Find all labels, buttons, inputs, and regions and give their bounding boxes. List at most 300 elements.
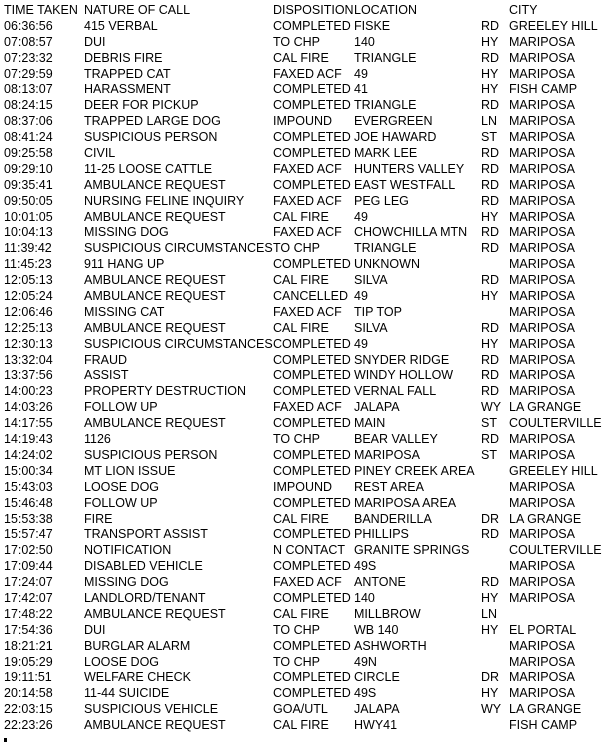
time-cell: 08:13:07 [4, 82, 53, 97]
table-row [4, 718, 610, 734]
disposition-cell: FAXED ACF [273, 193, 342, 208]
disposition-cell: COMPLETED [273, 495, 351, 510]
table-row [4, 289, 610, 305]
time-cell: 09:25:58 [4, 146, 53, 161]
nature-cell: DUI [84, 622, 106, 637]
street-suffix-cell: HY [481, 289, 499, 304]
nature-cell: DUI [84, 34, 106, 49]
table-row [4, 194, 610, 210]
disposition-cell: COMPLETED [273, 98, 351, 113]
table-row [4, 448, 610, 464]
nature-cell: SUSPICIOUS CIRCUMSTANCES [84, 336, 273, 351]
table-row [4, 82, 610, 98]
disposition-cell: COMPLETED [273, 559, 351, 574]
disposition-cell: COMPLETED [273, 463, 351, 478]
city-cell: MARIPOSA [509, 114, 575, 129]
nature-cell: LOOSE DOG [84, 479, 160, 494]
time-cell: 17:09:44 [4, 559, 53, 574]
nature-cell: 911 HANG UP [84, 257, 165, 272]
street-suffix-cell: HY [481, 66, 499, 81]
street-suffix-cell: HY [481, 82, 499, 97]
table-row [4, 527, 610, 543]
time-cell: 13:37:56 [4, 368, 53, 383]
table-row [4, 623, 610, 639]
disposition-cell: COMPLETED [273, 368, 351, 383]
disposition-cell: GOA/UTL [273, 702, 328, 717]
location-cell: BANDERILLA [354, 511, 432, 526]
location-cell: 49 [354, 66, 368, 81]
city-cell: MARIPOSA [509, 161, 575, 176]
table-row [4, 512, 610, 528]
disposition-cell: FAXED ACF [273, 304, 342, 319]
location-cell: JALAPA [354, 702, 400, 717]
location-cell: CIRCLE [354, 670, 400, 685]
nature-cell: 1126 [84, 432, 111, 447]
header-time-taken: TIME TAKEN [4, 3, 78, 17]
location-cell: PHILLIPS [354, 527, 409, 542]
nature-cell: MT LION ISSUE [84, 463, 176, 478]
city-cell: MARIPOSA [509, 670, 575, 685]
disposition-cell: COMPLETED [273, 384, 351, 399]
disposition-cell: COMPLETED [273, 257, 351, 272]
city-cell: MARIPOSA [509, 432, 575, 447]
street-suffix-cell: DR [481, 670, 500, 685]
table-row [4, 496, 610, 512]
city-cell: MARIPOSA [509, 273, 575, 288]
nature-cell: TRAPPED CAT [84, 66, 171, 81]
street-suffix-cell: HY [481, 590, 499, 605]
table-row [4, 559, 610, 575]
table-row [4, 591, 610, 607]
city-cell: GREELEY HILL [509, 463, 598, 478]
disposition-cell: COMPLETED [273, 527, 351, 542]
city-cell: MARIPOSA [509, 495, 575, 510]
time-cell: 22:03:15 [4, 702, 53, 717]
time-cell: 10:04:13 [4, 225, 53, 240]
table-row [4, 98, 610, 114]
call-log-rows [4, 19, 610, 734]
time-cell: 08:41:24 [4, 130, 53, 145]
location-cell: WB 140 [354, 622, 399, 637]
location-cell: BEAR VALLEY [354, 432, 438, 447]
time-cell: 17:02:50 [4, 543, 53, 558]
table-row [4, 575, 610, 591]
city-cell: EL PORTAL [509, 622, 577, 637]
disposition-cell: CAL FIRE [273, 511, 329, 526]
time-cell: 12:25:13 [4, 320, 53, 335]
street-suffix-cell: ST [481, 416, 497, 431]
city-cell: MARIPOSA [509, 320, 575, 335]
time-cell: 07:23:32 [4, 50, 53, 65]
location-cell: EVERGREEN [354, 114, 433, 129]
street-suffix-cell: RD [481, 98, 500, 113]
nature-cell: TRAPPED LARGE DOG [84, 114, 221, 129]
time-cell: 15:43:03 [4, 479, 53, 494]
nature-cell: SUSPICIOUS PERSON [84, 130, 218, 145]
table-row [4, 321, 610, 337]
location-cell: GRANITE SPRINGS [354, 543, 470, 558]
table-row [4, 384, 610, 400]
city-cell: LA GRANGE [509, 702, 582, 717]
city-cell: MARIPOSA [509, 146, 575, 161]
location-cell: MARIPOSA AREA [354, 495, 457, 510]
table-row [4, 35, 610, 51]
table-row [4, 67, 610, 83]
city-cell: MARIPOSA [509, 177, 575, 192]
nature-cell: AMBULANCE REQUEST [84, 209, 226, 224]
disposition-cell: COMPLETED [273, 82, 351, 97]
nature-cell: FOLLOW UP [84, 495, 158, 510]
disposition-cell: COMPLETED [273, 638, 351, 653]
disposition-cell: TO CHP [273, 622, 320, 637]
street-suffix-cell: RD [481, 177, 500, 192]
city-cell: MARIPOSA [509, 193, 575, 208]
nature-cell: AMBULANCE REQUEST [84, 416, 226, 431]
nature-cell: PROPERTY DESTRUCTION [84, 384, 247, 399]
city-cell: GREELEY HILL [509, 18, 598, 33]
table-row [4, 114, 610, 130]
nature-cell: DISABLED VEHICLE [84, 559, 203, 574]
disposition-cell: COMPLETED [273, 590, 351, 605]
disposition-cell: TO CHP [273, 34, 320, 49]
time-cell: 12:06:46 [4, 304, 53, 319]
time-cell: 08:37:06 [4, 114, 53, 129]
location-cell: TRIANGLE [354, 241, 417, 256]
location-cell: PINEY CREEK AREA [354, 463, 475, 478]
street-suffix-cell: LN [481, 114, 497, 129]
location-cell: FISKE [354, 18, 391, 33]
table-row [4, 353, 610, 369]
city-cell: MARIPOSA [509, 130, 575, 145]
street-suffix-cell: RD [481, 241, 500, 256]
street-suffix-cell: LN [481, 606, 497, 621]
disposition-cell: COMPLETED [273, 670, 351, 685]
disposition-cell: IMPOUND [273, 114, 333, 129]
disposition-cell: N CONTACT [273, 543, 345, 558]
street-suffix-cell: RD [481, 50, 500, 65]
nature-cell: DEER FOR PICKUP [84, 98, 199, 113]
location-cell: MILLBROW [354, 606, 421, 621]
time-cell: 08:24:15 [4, 98, 53, 113]
city-cell: MARIPOSA [509, 638, 575, 653]
header-nature-of-call: NATURE OF CALL [84, 3, 191, 17]
nature-cell: AMBULANCE REQUEST [84, 177, 226, 192]
nature-cell: LOOSE DOG [84, 654, 160, 669]
city-cell: LA GRANGE [509, 400, 582, 415]
nature-cell: AMBULANCE REQUEST [84, 606, 226, 621]
time-cell: 12:05:24 [4, 289, 53, 304]
table-row [4, 400, 610, 416]
city-cell: MARIPOSA [509, 686, 575, 701]
disposition-cell: TO CHP [273, 241, 320, 256]
time-cell: 15:46:48 [4, 495, 53, 510]
location-cell: CHOWCHILLA MTN [354, 225, 468, 240]
header-disposition: DISPOSITION [273, 3, 354, 17]
time-cell: 15:57:47 [4, 527, 53, 542]
disposition-cell: TO CHP [273, 432, 320, 447]
nature-cell: FIRE [84, 511, 113, 526]
location-cell: SILVA [354, 273, 388, 288]
time-cell: 22:23:26 [4, 718, 53, 733]
location-cell: 49 [354, 289, 368, 304]
table-row [4, 480, 610, 496]
location-cell: 140 [354, 590, 375, 605]
table-row [4, 162, 610, 178]
nature-cell: NURSING FELINE INQUIRY [84, 193, 245, 208]
nature-cell: AMBULANCE REQUEST [84, 273, 226, 288]
location-cell: 49S [354, 686, 377, 701]
table-row [4, 543, 610, 559]
city-cell: MARIPOSA [509, 34, 575, 49]
page-edge-mark [4, 738, 7, 742]
time-cell: 15:53:38 [4, 511, 53, 526]
location-cell: 49 [354, 209, 368, 224]
header-location: LOCATION [354, 3, 417, 17]
disposition-cell: COMPLETED [273, 686, 351, 701]
street-suffix-cell: ST [481, 447, 497, 462]
city-cell: MARIPOSA [509, 225, 575, 240]
header-row [4, 3, 610, 19]
location-cell: PEG LEG [354, 193, 409, 208]
disposition-cell: COMPLETED [273, 447, 351, 462]
location-cell: 41 [354, 82, 368, 97]
nature-cell: AMBULANCE REQUEST [84, 320, 226, 335]
table-row [4, 225, 610, 241]
time-cell: 17:42:07 [4, 590, 53, 605]
location-cell: SNYDER RIDGE [354, 352, 450, 367]
table-row [4, 305, 610, 321]
disposition-cell: TO CHP [273, 654, 320, 669]
city-cell: MARIPOSA [509, 479, 575, 494]
street-suffix-cell: RD [481, 193, 500, 208]
city-cell: FISH CAMP [509, 82, 578, 97]
nature-cell: WELFARE CHECK [84, 670, 191, 685]
location-cell: HUNTERS VALLEY [354, 161, 465, 176]
location-cell: TRIANGLE [354, 50, 417, 65]
table-row [4, 257, 610, 273]
table-row [4, 670, 610, 686]
time-cell: 12:05:13 [4, 273, 53, 288]
time-cell: 11:39:42 [4, 241, 52, 256]
nature-cell: 11-25 LOOSE CATTLE [84, 161, 213, 176]
location-cell: SILVA [354, 320, 388, 335]
nature-cell: NOTIFICATION [84, 543, 172, 558]
disposition-cell: COMPLETED [273, 416, 351, 431]
time-cell: 14:00:23 [4, 384, 53, 399]
city-cell: FISH CAMP [509, 718, 578, 733]
nature-cell: TRANSPORT ASSIST [84, 527, 208, 542]
location-cell: HWY41 [354, 718, 398, 733]
location-cell: WINDY HOLLOW [354, 368, 454, 383]
time-cell: 13:32:04 [4, 352, 53, 367]
street-suffix-cell: DR [481, 511, 500, 526]
table-row [4, 432, 610, 448]
disposition-cell: CAL FIRE [273, 718, 329, 733]
location-cell: TIP TOP [354, 304, 402, 319]
nature-cell: MISSING CAT [84, 304, 165, 319]
city-cell: COULTERVILLE [509, 543, 602, 558]
time-cell: 17:48:22 [4, 606, 53, 621]
time-cell: 14:17:55 [4, 416, 53, 431]
nature-cell: HARASSMENT [84, 82, 171, 97]
time-cell: 10:01:05 [4, 209, 53, 224]
location-cell: TRIANGLE [354, 98, 417, 113]
time-cell: 17:24:07 [4, 575, 53, 590]
street-suffix-cell: WY [481, 400, 502, 415]
street-suffix-cell: ST [481, 130, 497, 145]
disposition-cell: COMPLETED [273, 130, 351, 145]
time-cell: 18:21:21 [4, 638, 53, 653]
nature-cell: DEBRIS FIRE [84, 50, 163, 65]
disposition-cell: FAXED ACF [273, 66, 342, 81]
street-suffix-cell: HY [481, 336, 499, 351]
time-cell: 14:24:02 [4, 447, 53, 462]
time-cell: 20:14:58 [4, 686, 53, 701]
city-cell: MARIPOSA [509, 590, 575, 605]
street-suffix-cell: HY [481, 34, 499, 49]
location-cell: REST AREA [354, 479, 424, 494]
location-cell: 49N [354, 654, 377, 669]
street-suffix-cell: RD [481, 527, 500, 542]
disposition-cell: CAL FIRE [273, 50, 329, 65]
table-row [4, 337, 610, 353]
disposition-cell: FAXED ACF [273, 161, 342, 176]
table-row [4, 702, 610, 718]
location-cell: VERNAL FALL [354, 384, 437, 399]
time-cell: 09:29:10 [4, 161, 53, 176]
disposition-cell: CAL FIRE [273, 606, 329, 621]
nature-cell: AMBULANCE REQUEST [84, 718, 226, 733]
street-suffix-cell: RD [481, 161, 500, 176]
city-cell: MARIPOSA [509, 98, 575, 113]
time-cell: 07:29:59 [4, 66, 53, 81]
table-row [4, 639, 610, 655]
street-suffix-cell: RD [481, 18, 500, 33]
nature-cell: SUSPICIOUS PERSON [84, 447, 218, 462]
street-suffix-cell: RD [481, 225, 500, 240]
location-cell: MAIN [354, 416, 386, 431]
nature-cell: MISSING DOG [84, 575, 169, 590]
nature-cell: FOLLOW UP [84, 400, 158, 415]
city-cell: MARIPOSA [509, 50, 575, 65]
street-suffix-cell: RD [481, 432, 500, 447]
nature-cell: CIVIL [84, 146, 116, 161]
nature-cell: SUSPICIOUS CIRCUMSTANCES [84, 241, 273, 256]
table-row [4, 607, 610, 623]
nature-cell: 415 VERBAL [84, 18, 158, 33]
time-cell: 06:36:56 [4, 18, 53, 33]
location-cell: MARK LEE [354, 146, 418, 161]
street-suffix-cell: HY [481, 622, 499, 637]
time-cell: 09:35:41 [4, 177, 53, 192]
disposition-cell: FAXED ACF [273, 400, 342, 415]
nature-cell: BURGLAR ALARM [84, 638, 191, 653]
location-cell: MARIPOSA [354, 447, 420, 462]
time-cell: 09:50:05 [4, 193, 53, 208]
time-cell: 11:45:23 [4, 257, 52, 272]
table-row [4, 464, 610, 480]
table-row [4, 51, 610, 67]
location-cell: 49 [354, 336, 368, 351]
city-cell: MARIPOSA [509, 575, 575, 590]
location-cell: ASHWORTH [354, 638, 427, 653]
street-suffix-cell: RD [481, 352, 500, 367]
disposition-cell: COMPLETED [273, 177, 351, 192]
city-cell: MARIPOSA [509, 241, 575, 256]
street-suffix-cell: HY [481, 209, 499, 224]
disposition-cell: CANCELLED [273, 289, 349, 304]
city-cell: MARIPOSA [509, 447, 575, 462]
table-row [4, 130, 610, 146]
city-cell: MARIPOSA [509, 336, 575, 351]
table-row [4, 146, 610, 162]
nature-cell: AMBULANCE REQUEST [84, 289, 226, 304]
street-suffix-cell: HY [481, 686, 499, 701]
street-suffix-cell: RD [481, 575, 500, 590]
location-cell: ANTONE [354, 575, 406, 590]
city-cell: MARIPOSA [509, 368, 575, 383]
city-cell: MARIPOSA [509, 384, 575, 399]
city-cell: MARIPOSA [509, 289, 575, 304]
header-city: CITY [509, 3, 538, 17]
nature-cell: ASSIST [84, 368, 129, 383]
city-cell: MARIPOSA [509, 209, 575, 224]
disposition-cell: COMPLETED [273, 336, 351, 351]
city-cell: MARIPOSA [509, 559, 575, 574]
disposition-cell: COMPLETED [273, 146, 351, 161]
time-cell: 19:05:29 [4, 654, 53, 669]
city-cell: MARIPOSA [509, 352, 575, 367]
time-cell: 14:03:26 [4, 400, 53, 415]
time-cell: 07:08:57 [4, 34, 53, 49]
disposition-cell: COMPLETED [273, 352, 351, 367]
city-cell: MARIPOSA [509, 304, 575, 319]
disposition-cell: CAL FIRE [273, 209, 329, 224]
street-suffix-cell: RD [481, 320, 500, 335]
location-cell: JALAPA [354, 400, 400, 415]
location-cell: JOE HAWARD [354, 130, 437, 145]
nature-cell: MISSING DOG [84, 225, 169, 240]
table-row [4, 368, 610, 384]
time-cell: 12:30:13 [4, 336, 53, 351]
city-cell: MARIPOSA [509, 257, 575, 272]
street-suffix-cell: RD [481, 273, 500, 288]
time-cell: 19:11:51 [4, 670, 52, 685]
disposition-cell: CAL FIRE [273, 320, 329, 335]
table-row [4, 273, 610, 289]
nature-cell: SUSPICIOUS VEHICLE [84, 702, 219, 717]
table-row [4, 686, 610, 702]
location-cell: UNKNOWN [354, 257, 420, 272]
location-cell: 49S [354, 559, 377, 574]
time-cell: 14:19:43 [4, 432, 53, 447]
nature-cell: 11-44 SUICIDE [84, 686, 170, 701]
table-row [4, 416, 610, 432]
street-suffix-cell: WY [481, 702, 502, 717]
location-cell: EAST WESTFALL [354, 177, 456, 192]
time-cell: 15:00:34 [4, 463, 53, 478]
time-cell: 17:54:36 [4, 622, 53, 637]
table-row [4, 19, 610, 35]
street-suffix-cell: RD [481, 384, 500, 399]
table-row [4, 241, 610, 257]
table-row [4, 655, 610, 671]
call-log-sheet [4, 3, 610, 734]
disposition-cell: CAL FIRE [273, 273, 329, 288]
disposition-cell: FAXED ACF [273, 225, 342, 240]
street-suffix-cell: RD [481, 146, 500, 161]
disposition-cell: COMPLETED [273, 18, 351, 33]
